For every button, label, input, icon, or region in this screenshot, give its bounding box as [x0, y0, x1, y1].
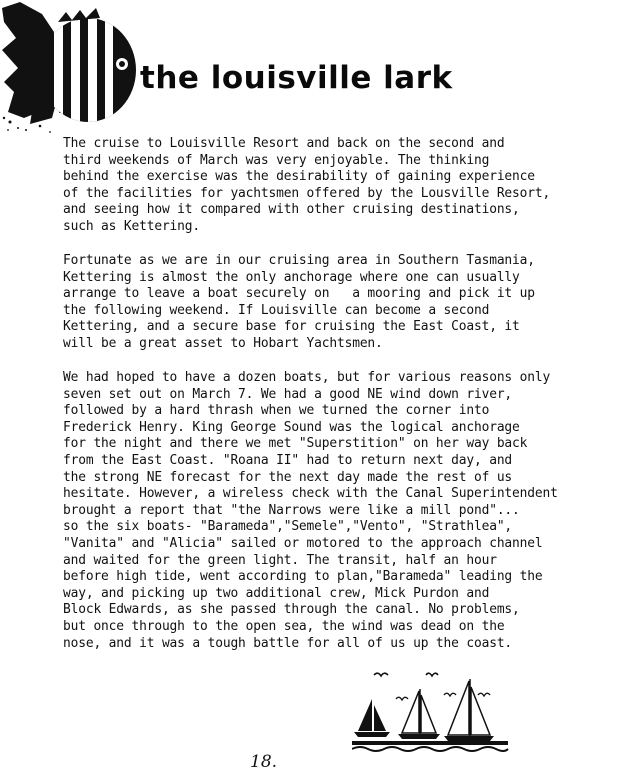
text-line: followed by a hard thrash when we turned the corner into [63, 403, 490, 419]
text-line: of the facilities for yachtsmen offered by the Lousville Resort, [63, 185, 551, 201]
paragraph [63, 370, 558, 652]
text-line: nose, and it was a tough battle for all of us up the coast. [63, 635, 513, 651]
text-line: and waited for the green light. The transit, half an hour [63, 552, 497, 568]
text-line: third weekends of March was very enjoyable. The thinking [63, 152, 490, 168]
text-line: and seeing how it compared with other cruising destinations, [63, 202, 520, 218]
text-line: behind the exercise was the desirability of gaining experience [63, 169, 535, 185]
text-line: Kettering is almost the only anchorage where one can usually [63, 269, 520, 285]
text-line: the following weekend. If Louisville can become a second [63, 302, 490, 318]
text-line: before high tide, went according to plan,"Barameda" leading the [63, 569, 543, 585]
text-line: hesitate. However, a wireless check with the Canal Superintendent [63, 486, 558, 502]
text-line: We had hoped to have a dozen boats, but for various reasons only [63, 370, 551, 385]
text-line: such as Kettering. [63, 218, 200, 234]
text-line: "Vanita" and "Alicia" sailed or motored to the approach channel [63, 535, 543, 551]
text-line: Fortunate as we are in our cruising area in Southern Tasmania, [63, 253, 535, 268]
paragraph [63, 253, 535, 353]
paragraph [63, 136, 550, 236]
text-line: The cruise to Louisville Resort and back on the second and [63, 136, 505, 151]
page-number: 18. [250, 752, 278, 772]
text-line: will be a great asset to Hobart Yachtsmen. [63, 335, 383, 351]
page-title: the louisville lark [140, 60, 453, 96]
text-line: Frederick Henry. King George Sound was the logical anchorage [63, 419, 520, 435]
text-line: Kettering, and a secure base for cruising the East Coast, it [63, 319, 520, 335]
striped-fish-icon [0, 0, 145, 140]
text-line: way, and picking up two additional crew, Mick Purdon and [63, 585, 490, 601]
text-line: for the night and there we met "Superstition" on her way back [63, 436, 528, 452]
text-line: the strong NE forecast for the next day made the rest of us [63, 469, 513, 485]
text-line: Block Edwards, as she passed through the canal. No problems, [63, 602, 520, 618]
text-line: seven set out on March 7. We had a good NE wind down river, [63, 386, 513, 402]
text-line: brought a report that "the Narrows were like a mill pond"... [63, 502, 520, 518]
text-line: from the East Coast. "Roana II" had to return next day, and [63, 452, 513, 468]
text-line: but once through to the open sea, the wind was dead on the [63, 618, 505, 634]
text-line: so the six boats- "Barameda","Semele","Vento", "Strathlea", [63, 519, 513, 535]
text-line: arrange to leave a boat securely on a mooring and pick it up [63, 286, 535, 302]
sailboats-illustration-icon [352, 665, 512, 755]
